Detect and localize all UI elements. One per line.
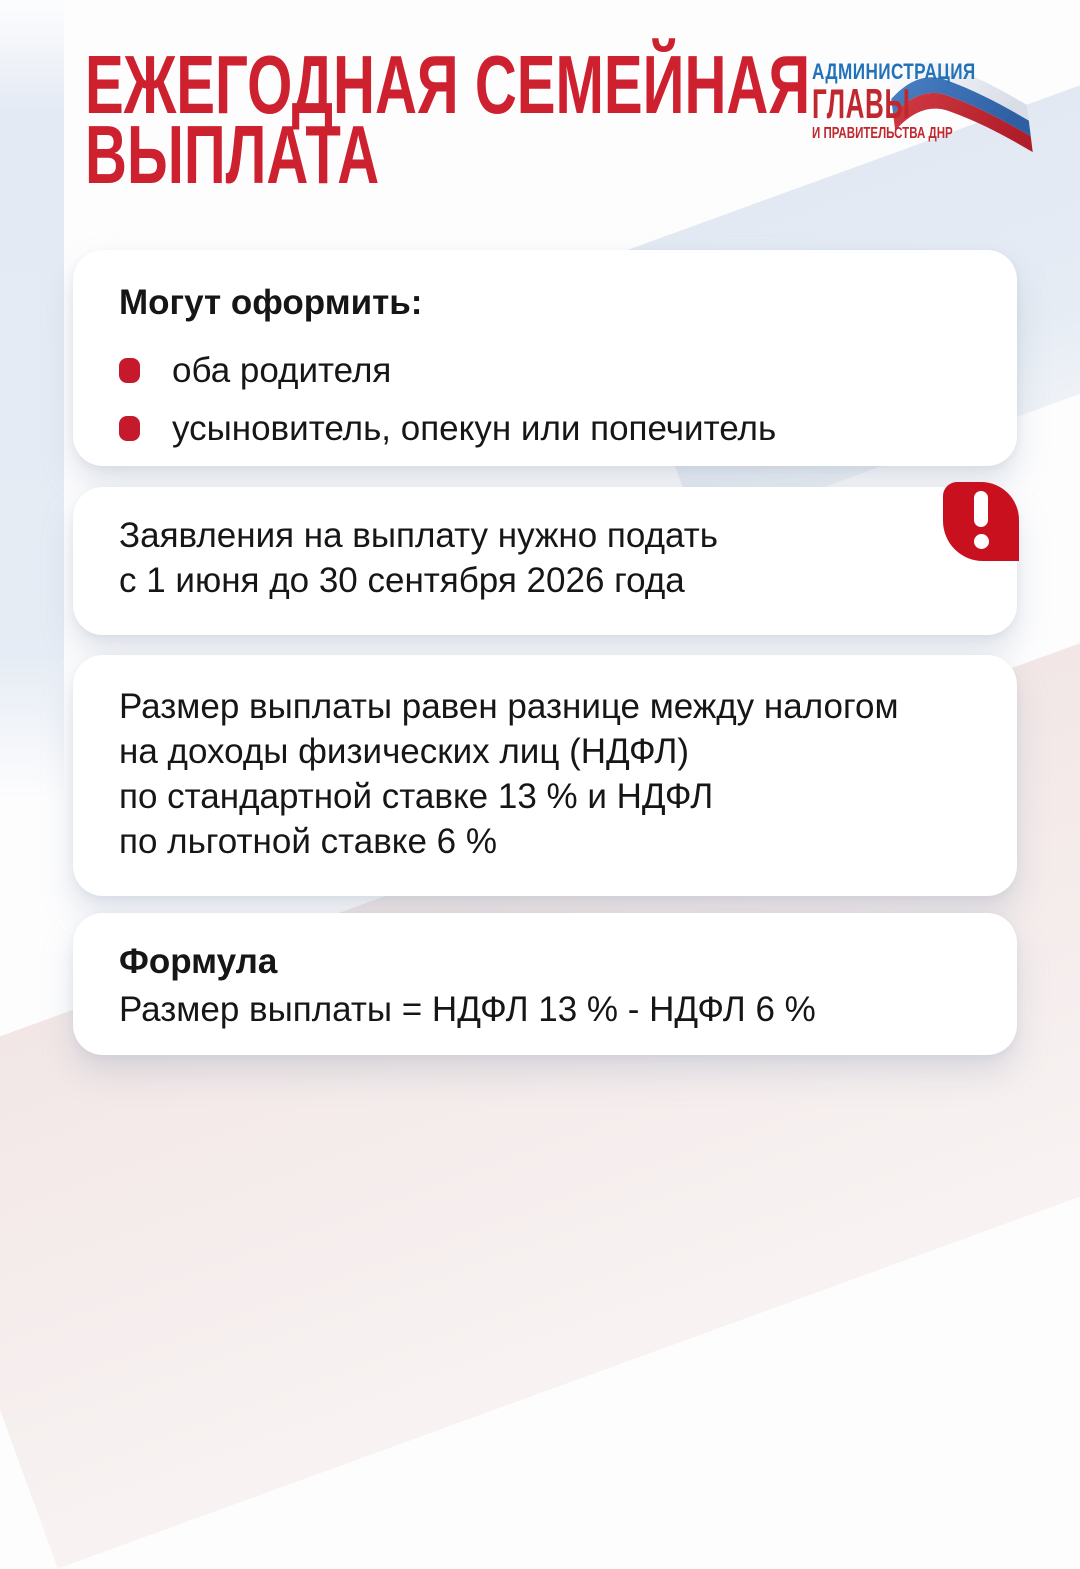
exclamation-bar <box>974 491 988 527</box>
list-item-text: оба родителя <box>172 351 392 390</box>
background-left-strip <box>0 0 64 800</box>
card-heading: Формула <box>119 942 278 981</box>
formula-text: Размер выплаты = НДФЛ 13 % - НДФЛ 6 % <box>119 990 816 1029</box>
payment-size-line-3: по стандартной ставке 13 % и НДФЛ <box>119 777 714 816</box>
list-item <box>119 406 971 451</box>
bullet-square-icon <box>119 416 140 441</box>
payment-size-line-2: на доходы физических лиц (НДФЛ) <box>119 732 690 771</box>
deadline-text-line-2: с 1 июня до 30 сентября 2026 года <box>119 561 685 600</box>
org-logo-text <box>812 60 1022 142</box>
bullet-square-icon <box>119 358 140 383</box>
org-logo-line-1: АДМИНИСТРАЦИЯ <box>812 59 976 84</box>
card-formula <box>73 913 1017 1055</box>
card-application-deadline <box>73 487 1017 635</box>
list-item-text: усыновитель, опекун или попечитель <box>172 409 777 448</box>
deadline-text-line-1: Заявления на выплату нужно подать <box>119 516 718 555</box>
exclamation-dot <box>974 534 989 549</box>
page-title-line-2: ВЫПЛАТА <box>85 108 380 201</box>
list-item <box>119 348 971 393</box>
page-title-line-1: ЕЖЕГОДНАЯ СЕМЕЙНАЯ <box>85 38 811 131</box>
card-heading: Могут оформить: <box>119 283 423 322</box>
card-payment-size <box>73 655 1017 896</box>
card-who-can-apply <box>73 250 1017 466</box>
payment-size-line-4: по льготной ставке 6 % <box>119 822 497 861</box>
org-logo-line-3: И ПРАВИТЕЛЬСТВА ДНР <box>812 125 953 142</box>
exclamation-icon <box>943 482 1019 561</box>
org-logo-line-2: ГЛАВЫ <box>812 80 911 127</box>
payment-size-line-1: Размер выплаты равен разнице между налогом <box>119 687 899 726</box>
org-logo <box>812 60 1022 142</box>
